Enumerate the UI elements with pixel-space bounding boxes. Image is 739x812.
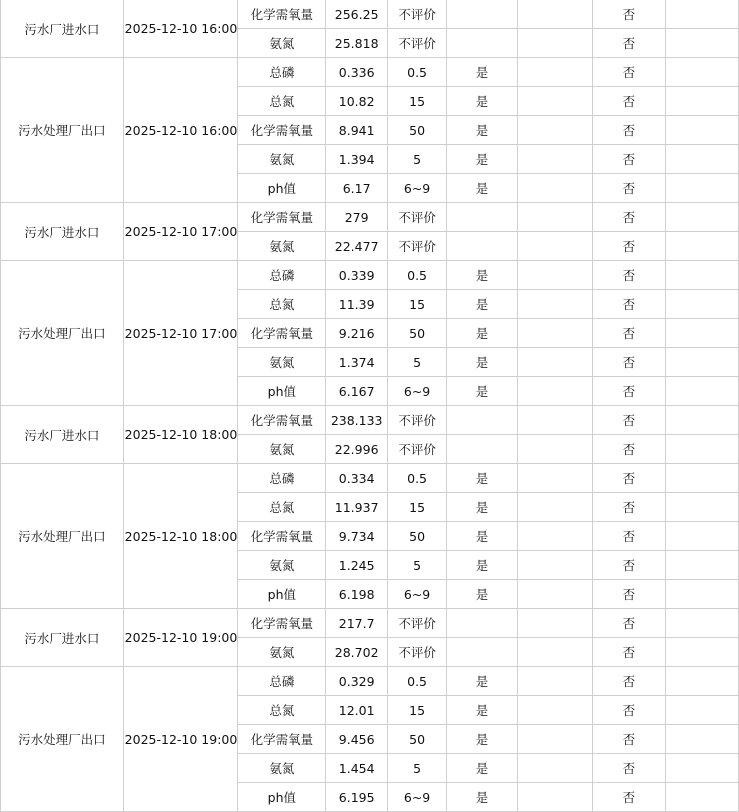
value-cell: 9.456 <box>326 725 388 754</box>
empty-cell <box>517 522 592 551</box>
exceed-cell: 否 <box>593 551 666 580</box>
empty-cell <box>665 232 738 261</box>
compliant-cell: 是 <box>447 522 518 551</box>
value-cell: 1.374 <box>326 348 388 377</box>
exceed-cell: 否 <box>593 435 666 464</box>
value-cell: 12.01 <box>326 696 388 725</box>
limit-cell: 50 <box>387 319 446 348</box>
item-cell: 总磷 <box>238 58 326 87</box>
empty-cell <box>517 232 592 261</box>
value-cell: 217.7 <box>326 609 388 638</box>
empty-cell <box>517 725 592 754</box>
empty-cell <box>517 29 592 58</box>
limit-cell: 不评价 <box>387 232 446 261</box>
table-body <box>1 0 739 812</box>
exceed-cell: 否 <box>593 174 666 203</box>
item-cell: 总磷 <box>238 667 326 696</box>
exceed-cell: 否 <box>593 203 666 232</box>
table-row <box>1 609 739 638</box>
exceed-cell: 否 <box>593 667 666 696</box>
exceed-cell: 否 <box>593 638 666 667</box>
empty-cell <box>665 203 738 232</box>
item-cell: 化学需氧量 <box>238 203 326 232</box>
value-cell: 0.336 <box>326 58 388 87</box>
compliant-cell: 是 <box>447 551 518 580</box>
item-cell: 氨氮 <box>238 638 326 667</box>
limit-cell: 5 <box>387 145 446 174</box>
table-row <box>1 261 739 290</box>
item-cell: 化学需氧量 <box>238 116 326 145</box>
value-cell: 11.937 <box>326 493 388 522</box>
compliant-cell: 是 <box>447 116 518 145</box>
item-cell: 总氮 <box>238 290 326 319</box>
empty-cell <box>665 551 738 580</box>
empty-cell <box>665 580 738 609</box>
empty-cell <box>665 493 738 522</box>
item-cell: 氨氮 <box>238 435 326 464</box>
site-cell: 污水处理厂出口 <box>1 667 124 812</box>
compliant-cell: 是 <box>447 783 518 812</box>
empty-cell <box>517 348 592 377</box>
empty-cell <box>665 638 738 667</box>
item-cell: 总磷 <box>238 464 326 493</box>
exceed-cell: 否 <box>593 609 666 638</box>
item-cell: 氨氮 <box>238 551 326 580</box>
compliant-cell: 是 <box>447 348 518 377</box>
exceed-cell: 否 <box>593 232 666 261</box>
limit-cell: 不评价 <box>387 435 446 464</box>
time-cell: 2025-12-10 17:00 <box>123 261 238 406</box>
table-row <box>1 464 739 493</box>
exceed-cell: 否 <box>593 696 666 725</box>
value-cell: 0.339 <box>326 261 388 290</box>
compliant-cell: 是 <box>447 174 518 203</box>
exceed-cell: 否 <box>593 522 666 551</box>
empty-cell <box>517 754 592 783</box>
limit-cell: 5 <box>387 551 446 580</box>
compliant-cell <box>447 232 518 261</box>
exceed-cell: 否 <box>593 406 666 435</box>
empty-cell <box>517 435 592 464</box>
empty-cell <box>665 464 738 493</box>
value-cell: 1.245 <box>326 551 388 580</box>
exceed-cell: 否 <box>593 493 666 522</box>
exceed-cell: 否 <box>593 783 666 812</box>
compliant-cell <box>447 29 518 58</box>
item-cell: ph值 <box>238 783 326 812</box>
empty-cell <box>665 145 738 174</box>
limit-cell: 0.5 <box>387 667 446 696</box>
exceed-cell: 否 <box>593 29 666 58</box>
site-cell: 污水厂进水口 <box>1 0 124 58</box>
compliant-cell: 是 <box>447 261 518 290</box>
compliant-cell: 是 <box>447 145 518 174</box>
compliant-cell: 是 <box>447 493 518 522</box>
value-cell: 6.198 <box>326 580 388 609</box>
item-cell: ph值 <box>238 174 326 203</box>
compliant-cell: 是 <box>447 58 518 87</box>
item-cell: 化学需氧量 <box>238 522 326 551</box>
table-row <box>1 667 739 696</box>
exceed-cell: 否 <box>593 754 666 783</box>
compliant-cell: 是 <box>447 696 518 725</box>
limit-cell: 0.5 <box>387 58 446 87</box>
item-cell: 化学需氧量 <box>238 0 326 29</box>
exceed-cell: 否 <box>593 261 666 290</box>
empty-cell <box>517 174 592 203</box>
limit-cell: 不评价 <box>387 203 446 232</box>
empty-cell <box>665 116 738 145</box>
table-row <box>1 203 739 232</box>
time-cell: 2025-12-10 16:00 <box>123 58 238 203</box>
empty-cell <box>517 261 592 290</box>
empty-cell <box>517 696 592 725</box>
item-cell: 总氮 <box>238 87 326 116</box>
item-cell: 总磷 <box>238 261 326 290</box>
limit-cell: 50 <box>387 725 446 754</box>
value-cell: 1.394 <box>326 145 388 174</box>
empty-cell <box>665 29 738 58</box>
empty-cell <box>517 783 592 812</box>
value-cell: 6.195 <box>326 783 388 812</box>
empty-cell <box>517 609 592 638</box>
limit-cell: 不评价 <box>387 0 446 29</box>
item-cell: 化学需氧量 <box>238 725 326 754</box>
empty-cell <box>665 609 738 638</box>
limit-cell: 不评价 <box>387 406 446 435</box>
empty-cell <box>517 58 592 87</box>
table-row <box>1 406 739 435</box>
limit-cell: 6~9 <box>387 174 446 203</box>
site-cell: 污水处理厂出口 <box>1 58 124 203</box>
empty-cell <box>517 406 592 435</box>
compliant-cell <box>447 435 518 464</box>
value-cell: 238.133 <box>326 406 388 435</box>
time-cell: 2025-12-10 17:00 <box>123 203 238 261</box>
limit-cell: 15 <box>387 696 446 725</box>
time-cell: 2025-12-10 19:00 <box>123 667 238 812</box>
limit-cell: 6~9 <box>387 783 446 812</box>
empty-cell <box>517 638 592 667</box>
empty-cell <box>517 464 592 493</box>
empty-cell <box>517 580 592 609</box>
value-cell: 1.454 <box>326 754 388 783</box>
site-cell: 污水处理厂出口 <box>1 261 124 406</box>
time-cell: 2025-12-10 18:00 <box>123 406 238 464</box>
item-cell: 氨氮 <box>238 145 326 174</box>
value-cell: 0.334 <box>326 464 388 493</box>
limit-cell: 6~9 <box>387 377 446 406</box>
empty-cell <box>665 754 738 783</box>
compliant-cell: 是 <box>447 580 518 609</box>
exceed-cell: 否 <box>593 348 666 377</box>
limit-cell: 不评价 <box>387 29 446 58</box>
empty-cell <box>665 348 738 377</box>
compliant-cell <box>447 203 518 232</box>
empty-cell <box>665 783 738 812</box>
item-cell: 化学需氧量 <box>238 406 326 435</box>
empty-cell <box>665 667 738 696</box>
empty-cell <box>517 116 592 145</box>
empty-cell <box>665 58 738 87</box>
exceed-cell: 否 <box>593 580 666 609</box>
empty-cell <box>517 203 592 232</box>
item-cell: ph值 <box>238 580 326 609</box>
limit-cell: 5 <box>387 348 446 377</box>
exceed-cell: 否 <box>593 87 666 116</box>
empty-cell <box>665 725 738 754</box>
exceed-cell: 否 <box>593 116 666 145</box>
exceed-cell: 否 <box>593 290 666 319</box>
compliant-cell <box>447 0 518 29</box>
table-row <box>1 0 739 29</box>
empty-cell <box>665 261 738 290</box>
empty-cell <box>665 435 738 464</box>
limit-cell: 15 <box>387 290 446 319</box>
compliant-cell <box>447 638 518 667</box>
exceed-cell: 否 <box>593 464 666 493</box>
limit-cell: 不评价 <box>387 638 446 667</box>
compliant-cell <box>447 609 518 638</box>
empty-cell <box>665 319 738 348</box>
limit-cell: 15 <box>387 493 446 522</box>
value-cell: 8.941 <box>326 116 388 145</box>
value-cell: 0.329 <box>326 667 388 696</box>
value-cell: 6.17 <box>326 174 388 203</box>
exceed-cell: 否 <box>593 725 666 754</box>
empty-cell <box>517 551 592 580</box>
site-cell: 污水处理厂出口 <box>1 464 124 609</box>
empty-cell <box>665 0 738 29</box>
empty-cell <box>665 87 738 116</box>
empty-cell <box>517 493 592 522</box>
empty-cell <box>517 319 592 348</box>
limit-cell: 50 <box>387 522 446 551</box>
compliant-cell: 是 <box>447 319 518 348</box>
compliant-cell <box>447 406 518 435</box>
empty-cell <box>517 377 592 406</box>
compliant-cell: 是 <box>447 87 518 116</box>
table-row <box>1 58 739 87</box>
item-cell: 总氮 <box>238 696 326 725</box>
item-cell: 氨氮 <box>238 754 326 783</box>
empty-cell <box>517 290 592 319</box>
value-cell: 22.477 <box>326 232 388 261</box>
exceed-cell: 否 <box>593 319 666 348</box>
value-cell: 11.39 <box>326 290 388 319</box>
site-cell: 污水厂进水口 <box>1 406 124 464</box>
limit-cell: 0.5 <box>387 464 446 493</box>
item-cell: 氨氮 <box>238 29 326 58</box>
limit-cell: 不评价 <box>387 609 446 638</box>
limit-cell: 6~9 <box>387 580 446 609</box>
time-cell: 2025-12-10 19:00 <box>123 609 238 667</box>
empty-cell <box>665 174 738 203</box>
empty-cell <box>665 290 738 319</box>
compliant-cell: 是 <box>447 377 518 406</box>
empty-cell <box>665 377 738 406</box>
limit-cell: 15 <box>387 87 446 116</box>
value-cell: 256.25 <box>326 0 388 29</box>
limit-cell: 5 <box>387 754 446 783</box>
item-cell: 氨氮 <box>238 348 326 377</box>
site-cell: 污水厂进水口 <box>1 203 124 261</box>
value-cell: 9.734 <box>326 522 388 551</box>
value-cell: 28.702 <box>326 638 388 667</box>
compliant-cell: 是 <box>447 725 518 754</box>
time-cell: 2025-12-10 18:00 <box>123 464 238 609</box>
empty-cell <box>665 522 738 551</box>
value-cell: 22.996 <box>326 435 388 464</box>
value-cell: 10.82 <box>326 87 388 116</box>
compliant-cell: 是 <box>447 754 518 783</box>
value-cell: 25.818 <box>326 29 388 58</box>
value-cell: 9.216 <box>326 319 388 348</box>
exceed-cell: 否 <box>593 377 666 406</box>
compliant-cell: 是 <box>447 290 518 319</box>
exceed-cell: 否 <box>593 0 666 29</box>
item-cell: 总氮 <box>238 493 326 522</box>
site-cell: 污水厂进水口 <box>1 609 124 667</box>
exceed-cell: 否 <box>593 58 666 87</box>
compliant-cell: 是 <box>447 667 518 696</box>
empty-cell <box>665 406 738 435</box>
empty-cell <box>665 696 738 725</box>
value-cell: 279 <box>326 203 388 232</box>
item-cell: 氨氮 <box>238 232 326 261</box>
empty-cell <box>517 145 592 174</box>
limit-cell: 0.5 <box>387 261 446 290</box>
empty-cell <box>517 87 592 116</box>
item-cell: ph值 <box>238 377 326 406</box>
empty-cell <box>517 667 592 696</box>
item-cell: 化学需氧量 <box>238 319 326 348</box>
limit-cell: 50 <box>387 116 446 145</box>
item-cell: 化学需氧量 <box>238 609 326 638</box>
compliant-cell: 是 <box>447 464 518 493</box>
exceed-cell: 否 <box>593 145 666 174</box>
empty-cell <box>517 0 592 29</box>
value-cell: 6.167 <box>326 377 388 406</box>
time-cell: 2025-12-10 16:00 <box>123 0 238 58</box>
